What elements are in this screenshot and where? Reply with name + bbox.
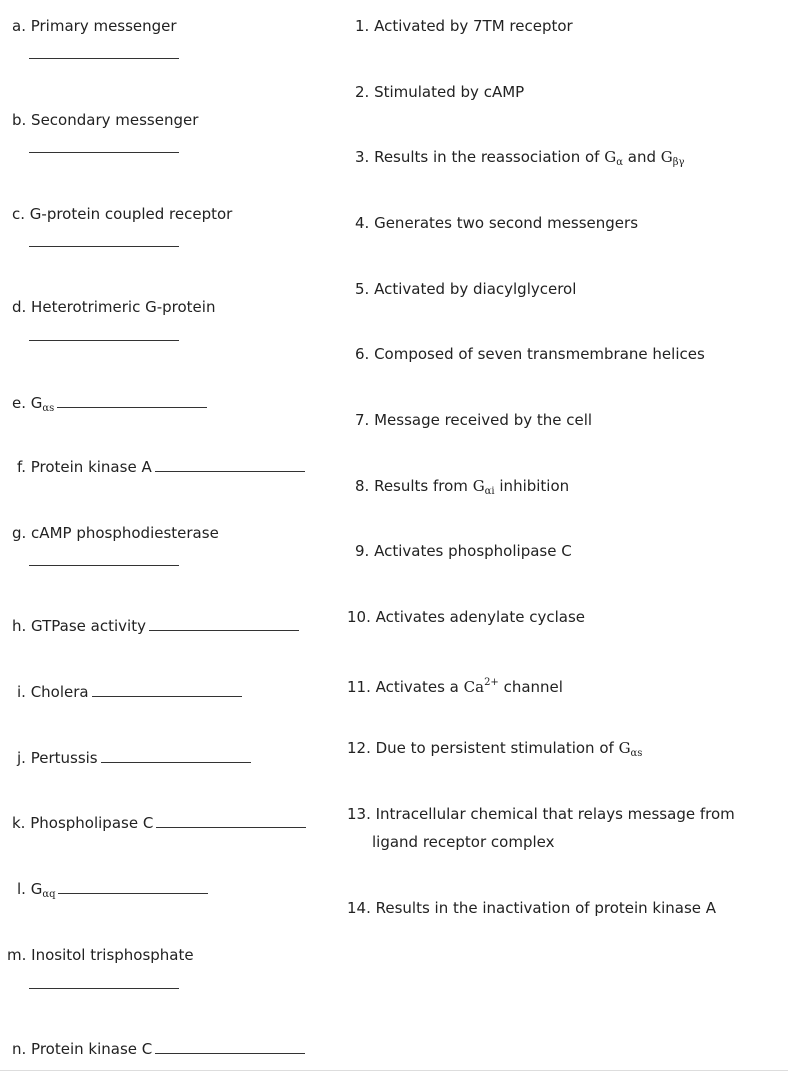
definition-3: 3. Results in the reassociation of $G_\alpha$ and $G_{\beta\gamma}$ (355, 148, 685, 168)
answer-line-k[interactable] (156, 826, 306, 828)
term-g: g. cAMP phosphodiesterase (12, 524, 219, 542)
definition-11: 11. Activates a $Ca^{2+}$ channel (347, 677, 563, 696)
definition-6: 6. Composed of seven transmembrane helices (355, 345, 705, 363)
term-i: i. Cholera (17, 682, 242, 702)
definition-13: 13. Intracellular chemical that relays message from ligand receptor complex (347, 805, 735, 851)
term-n: n. Protein kinase C (12, 1039, 305, 1059)
answer-line-l[interactable] (58, 892, 208, 894)
answer-line-d[interactable] (29, 340, 179, 341)
term-c: c. G-protein coupled receptor (12, 205, 233, 223)
term-k: k. Phospholipase C (12, 813, 306, 833)
term-m: m. Inositol trisphosphate (7, 946, 194, 964)
definition-8: 8. Results from $G_{\alpha i}$ inhibition (355, 477, 570, 497)
answer-line-j[interactable] (101, 761, 251, 763)
term-h: h. GTPase activity (12, 616, 299, 636)
definition-12: 12. Due to persistent stimulation of $G_{\alpha s}$ (347, 739, 643, 759)
answer-line-h[interactable] (149, 629, 299, 631)
divider (0, 1070, 788, 1071)
term-a: a. Primary messenger (12, 17, 177, 35)
answer-line-a[interactable] (29, 58, 179, 59)
answer-line-g[interactable] (29, 565, 179, 566)
term-b: b. Secondary messenger (12, 111, 199, 129)
term-f: f. Protein kinase A (17, 457, 305, 477)
definition-1: 1. Activated by 7TM receptor (355, 17, 573, 35)
definition-9: 9. Activates phospholipase C (355, 542, 572, 560)
definition-14: 14. Results in the inactivation of protein kinase A (347, 899, 717, 917)
definition-5: 5. Activated by diacylglycerol (355, 280, 577, 298)
definition-4: 4. Generates two second messengers (355, 214, 639, 232)
answer-line-e[interactable] (57, 406, 207, 408)
definition-7: 7. Message received by the cell (355, 411, 593, 429)
answer-line-i[interactable] (92, 695, 242, 697)
term-e: e. $G_{\alpha s}$ (12, 393, 207, 419)
term-d: d. Heterotrimeric G-protein (12, 298, 216, 316)
answer-line-n[interactable] (155, 1052, 305, 1054)
answer-line-c[interactable] (29, 246, 179, 247)
term-l: l. $G_{\alpha q}$ (17, 879, 208, 905)
answer-line-m[interactable] (29, 988, 179, 989)
definition-10: 10. Activates adenylate cyclase (347, 608, 586, 626)
term-j: j. Pertussis (17, 748, 251, 768)
answer-line-b[interactable] (29, 152, 179, 153)
answer-line-f[interactable] (155, 470, 305, 472)
definition-2: 2. Stimulated by cAMP (355, 83, 525, 101)
